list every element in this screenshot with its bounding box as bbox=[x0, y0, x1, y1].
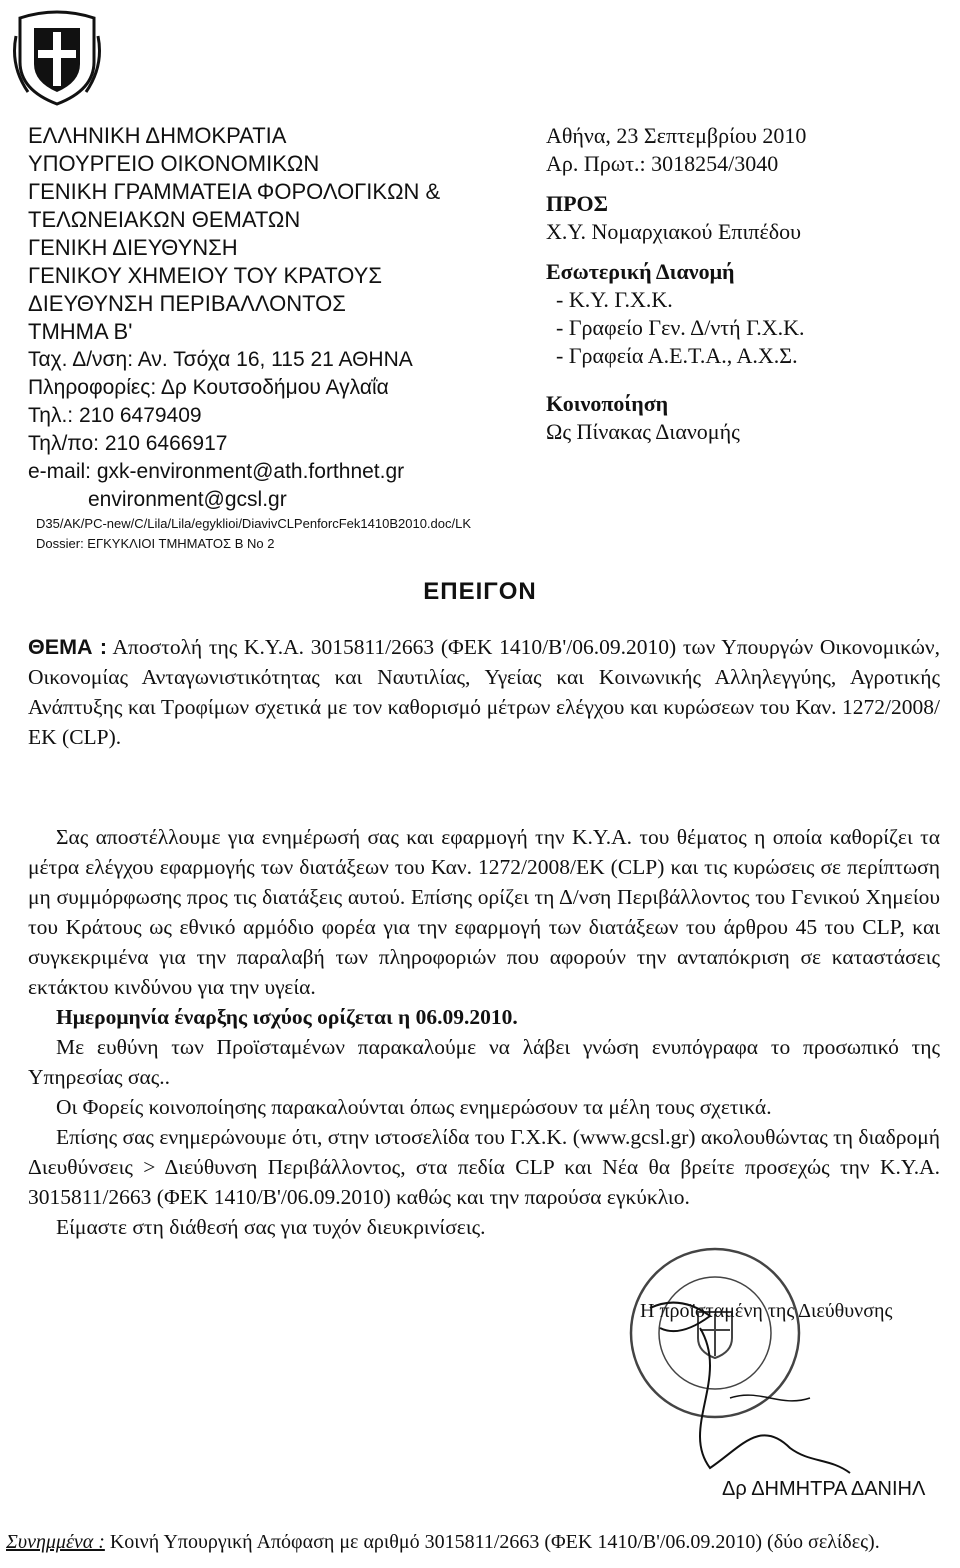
protocol-number: Αρ. Πρωτ.: 3018254/3040 bbox=[546, 151, 779, 176]
recipients-block bbox=[546, 122, 946, 446]
body-paragraph: Επίσης σας ενημερώνουμε ότι, στην ιστοσελίδα του Γ.Χ.Κ. (www.gcsl.gr) ακολουθώντας τη διαδρομή Διευθύνσεις > Διεύθυνση Περιβάλλοντος, στα πεδία CLP και Νέα θα βρείτε προσεχώς την Κ.Υ.Α. 3015811/2663 (ΦΕΚ 1410/Β'/06.09.2010) καθώς και την παρούσα εγκύκλιο. bbox=[28, 1125, 940, 1209]
letterhead-line: ΕΛΛΗΝΙΚΗ ΔΗΜΟΚΡΑΤΙΑ bbox=[28, 123, 287, 148]
cc-recipient: Ως Πίνακας Διανομής bbox=[546, 419, 740, 444]
letterhead-line: ΥΠΟΥΡΓΕΙΟ ΟΙΚΟΝΟΜΙΚΩΝ bbox=[28, 151, 320, 176]
cc-label: Κοινοποίηση bbox=[546, 391, 669, 416]
postal-address: Ταχ. Δ/νση: Αν. Τσόχα 16, 115 21 ΑΘΗΝΑ bbox=[28, 348, 413, 371]
email-address: e-mail: gxk-environment@ath.forthnet.gr bbox=[28, 460, 405, 483]
dossier-ref: Dossier: ΕΓΚΥΚΛΙΟΙ ΤΜΗΜΑΤΟΣ Β Νο 2 bbox=[36, 536, 275, 551]
fax-number: Τηλ/πο: 210 6466917 bbox=[28, 432, 228, 455]
subject-label: ΘΕΜΑ : bbox=[28, 635, 107, 659]
letterhead-line: ΤΜΗΜΑ Β' bbox=[28, 319, 133, 344]
signatory-name: Δρ ΔΗΜΗΤΡΑ ΔΑΝΙΗΛ bbox=[722, 1478, 926, 1500]
to-label: ΠΡΟΣ bbox=[546, 191, 609, 216]
internal-recipient: - Γραφεία Α.Ε.Τ.Α., Α.Χ.Σ. bbox=[556, 343, 798, 368]
letterhead-line: ΔΙΕΥΘΥΝΣΗ ΠΕΡΙΒΑΛΛΟΝΤΟΣ bbox=[28, 291, 346, 316]
body-paragraph: Οι Φορείς κοινοποίησης παρακαλούνται όπως ενημερώσουν τα μέλη τους σχετικά. bbox=[56, 1095, 772, 1119]
letterhead-line: ΓΕΝΙΚΗ ΔΙΕΥΘΥΝΣΗ bbox=[28, 235, 238, 260]
enclosure-note bbox=[6, 1528, 946, 1556]
internal-distribution-label: Εσωτερική Διανομή bbox=[546, 259, 735, 284]
body-paragraph: Με ευθύνη των Προϊσταμένων παρακαλούμε να λάβει γνώση ενυπόγραφα το προσωπικό της Υπηρεσίας σας.. bbox=[28, 1035, 940, 1089]
enclosure-label: Συνημμένα : bbox=[6, 1531, 105, 1553]
file-path: D35/ΑΚ/PC-new/C/Lila/Lila/egyklioi/DiavivCLPenforcFek1410B2010.doc/LK bbox=[36, 516, 472, 531]
phone-number: Τηλ.: 210 6479409 bbox=[28, 404, 202, 427]
subject-text: Αποστολή της Κ.Υ.Α. 3015811/2663 (ΦΕΚ 1410/Β'/06.09.2010) των Υπουργών Οικονομικών, Οικονομίας Ανταγωνιστικότητας και Ναυτιλίας, Υγείας και Κοινωνικής Αλληλεγγύης, Αγροτικής Ανάπτυξης και Τροφίμων σχετικά με τον καθορισμό μέτρων ελέγχου και κυρώσεων του Καν. 1272/2008/ΕΚ (CLP). bbox=[28, 635, 940, 749]
enclosure-text: Κοινή Υπουργική Απόφαση με αριθμό 3015811/2663 (ΦΕΚ 1410/Β'/06.09.2010) (δύο σελίδες). bbox=[109, 1531, 880, 1553]
letterhead-line: ΓΕΝΙΚΗ ΓΡΑΜΜΑΤΕΙΑ ΦΟΡΟΛΟΓΙΚΩΝ & bbox=[28, 179, 441, 204]
contact-person: Πληροφορίες: Δρ Κουτσοδήμου Αγλαΐα bbox=[28, 376, 389, 399]
letter-body bbox=[28, 822, 940, 1242]
body-paragraph: Είμαστε στη διάθεσή σας για τυχόν διευκρινίσεις. bbox=[56, 1215, 486, 1239]
urgent-heading: ΕΠΕΙΓΟΝ bbox=[423, 578, 537, 605]
to-recipient: Χ.Υ. Νομαρχιακού Επιπέδου bbox=[546, 219, 802, 244]
document-date: Αθήνα, 23 Σεπτεμβρίου 2010 bbox=[546, 123, 807, 148]
letterhead-line: ΓΕΝΙΚΟΥ ΧΗΜΕΙΟΥ ΤΟΥ ΚΡΑΤΟΥΣ bbox=[28, 263, 382, 288]
letterhead bbox=[28, 122, 568, 554]
internal-recipient: - Κ.Υ. Γ.Χ.Κ. bbox=[556, 287, 673, 312]
internal-recipient: - Γραφείο Γεν. Δ/ντή Γ.Χ.Κ. bbox=[556, 315, 805, 340]
body-paragraph: Σας αποστέλλουμε για ενημέρωσή σας και εφαρμογή την Κ.Υ.Α. του θέματος η οποία καθορίζει τα μέτρα ελέγχου εφαρμογής των διατάξεων του Καν. 1272/2008/ΕΚ (CLP) και τις κυρώσεις σε περίπτωση μη συμμόρφωσης προς τις διατάξεις αυτού. Επίσης ορίζει τη Δ/νση Περιβάλλοντος του Γενικού Χημείου του Κράτους ως εθνικό αρμόδιο φορέα για την εφαρμογή των διατάξεων του άρθρου 45 του CLP, και συγκεκριμένα για την παραλαβή των πληροφοριών που αφορούν την ανταπόκριση σε καταστάσεις εκτάκτου κινδύνου για την υγεία. bbox=[28, 825, 940, 999]
email-address-secondary: environment@gcsl.gr bbox=[88, 488, 287, 511]
handwritten-signature-icon bbox=[640, 1298, 893, 1498]
subject-block bbox=[28, 632, 940, 752]
letterhead-line: ΤΕΛΩΝΕΙΑΚΩΝ ΘΕΜΑΤΩΝ bbox=[28, 207, 301, 232]
signatory-title: Η προϊσταμένη της Διεύθυνσης bbox=[640, 1300, 893, 1322]
effective-date-paragraph: Ημερομηνία έναρξης ισχύος ορίζεται η 06.09.2010. bbox=[56, 1005, 518, 1029]
greek-coat-of-arms-icon bbox=[10, 6, 104, 106]
